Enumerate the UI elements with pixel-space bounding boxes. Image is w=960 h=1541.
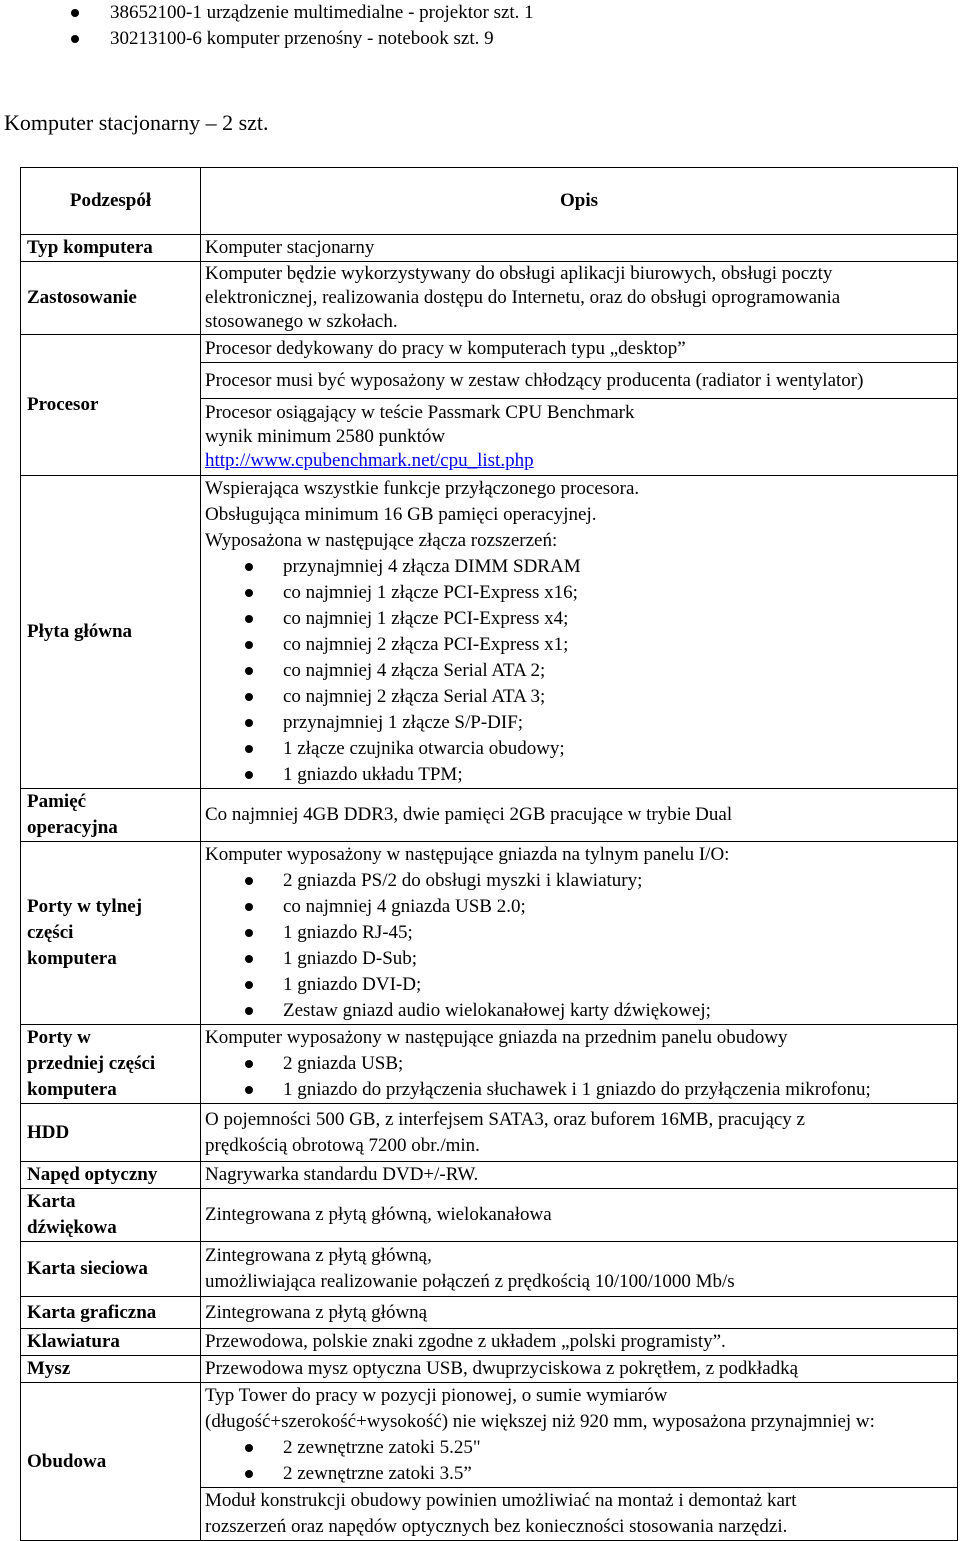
table-row: [21, 335, 958, 476]
row-value: [201, 842, 958, 1025]
row-label: [21, 842, 201, 1025]
row-value: Zintegrowana z płytą główną, wielokanałowa: [201, 1189, 958, 1242]
list-item: co najmniej 4 gniazda USB 2.0;: [205, 894, 953, 920]
row-label: HDD: [21, 1104, 201, 1162]
row-label: Procesor: [21, 335, 201, 476]
table-row: [21, 1162, 958, 1189]
text-line: O pojemności 500 GB, z interfejsem SATA3, oraz buforem 16MB, pracujący z: [205, 1108, 805, 1130]
table-row: [21, 235, 958, 262]
row-value: Przewodowa mysz optyczna USB, dwuprzyciskowa z pokrętłem, z podkładką: [201, 1356, 958, 1383]
text-line: Moduł konstrukcji obudowy powinien umożliwiać na montaż i demontaż kart: [205, 1490, 797, 1511]
list-item: 1 gniazdo do przyłączenia słuchawek i 1 gniazdo do przyłączenia mikrofonu;: [205, 1077, 953, 1103]
row-label: Napęd optyczny: [21, 1162, 201, 1189]
label-line: dźwiękowa: [27, 1217, 117, 1238]
section-title: Komputer stacjonarny – 2 szt.: [4, 110, 269, 135]
table-row: [21, 1329, 958, 1356]
cpv-list: [0, 0, 960, 52]
text-line: Typ Tower do pracy w pozycji pionowej, o sumie wymiarów: [205, 1385, 668, 1406]
port-list: [205, 1051, 953, 1103]
text-line: Zintegrowana z płytą główną,: [205, 1245, 432, 1266]
list-item: 30213100-6 komputer przenośny - notebook szt. 9: [0, 26, 960, 52]
row-label: Płyta główna: [21, 476, 201, 789]
text-line: umożliwiająca realizowanie połączeń z prędkością 10/100/1000 Mb/s: [205, 1271, 735, 1292]
row-label: Zastosowanie: [21, 262, 201, 335]
list-item: 1 złącze czujnika otwarcia obudowy;: [205, 736, 953, 762]
row-label: Obudowa: [21, 1383, 201, 1541]
text-line: Wyposażona w następujące złącza rozszerzeń:: [205, 530, 558, 551]
list-item: co najmniej 2 złącza Serial ATA 3;: [205, 684, 953, 710]
table-row: [21, 1242, 958, 1297]
slot-list: [205, 554, 953, 788]
text-line: prędkością obrotową 7200 obr./min.: [205, 1134, 480, 1156]
table-row: [21, 1383, 958, 1541]
list-item: co najmniej 2 złącza PCI-Express x1;: [205, 632, 953, 658]
row-label: Karta sieciowa: [21, 1242, 201, 1297]
list-item: 2 zewnętrzne zatoki 3.5”: [205, 1461, 953, 1487]
table-row: [21, 476, 958, 789]
label-line: Pamięć: [27, 791, 87, 812]
row-label: Karta graficzna: [21, 1297, 201, 1329]
table-row: [21, 1189, 958, 1242]
bay-list: [205, 1435, 953, 1487]
label-line: Porty w tylnej: [27, 896, 143, 917]
text-line: stosowanego w szkołach.: [205, 311, 398, 332]
text-line: Komputer wyposażony w następujące gniazda na przednim panelu obudowy: [205, 1027, 788, 1048]
intro-section: [0, 0, 960, 52]
label-line: operacyjna: [27, 817, 118, 838]
row-value: [201, 262, 958, 335]
spec-table: [20, 167, 958, 1541]
row-label: [21, 789, 201, 842]
text-line: Komputer będzie wykorzystywany do obsługi aplikacji biurowych, obsługi poczty: [205, 263, 833, 284]
row-value: Zintegrowana z płytą główną: [201, 1297, 958, 1329]
table-row: [21, 1025, 958, 1104]
row-label: Klawiatura: [21, 1329, 201, 1356]
label-line: komputera: [27, 1079, 117, 1100]
text-line: Wspierająca wszystkie funkcje przyłączonego procesora.: [205, 478, 640, 499]
list-item: 1 gniazdo układu TPM;: [205, 762, 953, 788]
label-line: Porty w: [27, 1027, 91, 1048]
label-line: części: [27, 922, 74, 943]
label-line: przedniej części: [27, 1053, 156, 1074]
list-item: 1 gniazdo DVI-D;: [205, 972, 953, 998]
row-value: [201, 1104, 958, 1162]
table-row: [21, 262, 958, 335]
list-item: 1 gniazdo D-Sub;: [205, 946, 953, 972]
case-block: [201, 1488, 957, 1540]
list-item: 2 gniazda PS/2 do obsługi myszki i klawiatury;: [205, 868, 953, 894]
list-item: 38652100-1 urządzenie multimedialne - projektor szt. 1: [0, 0, 960, 26]
row-label: Mysz: [21, 1356, 201, 1383]
row-value: Przewodowa, polskie znaki zgodne z układem „polski programisty”.: [201, 1329, 958, 1356]
text-line: Procesor musi być wyposażony w zestaw chłodzący producenta (radiator i wentylator): [201, 363, 957, 399]
list-item: co najmniej 1 złącze PCI-Express x4;: [205, 606, 953, 632]
row-value: [201, 335, 958, 476]
benchmark-link[interactable]: http://www.cpubenchmark.net/cpu_list.php: [205, 450, 534, 471]
table-header-row: [21, 168, 958, 235]
row-value: [201, 476, 958, 789]
text-line: wynik minimum 2580 punktów: [205, 426, 446, 447]
text-line: Komputer wyposażony w następujące gniazda na tylnym panelu I/O:: [205, 844, 730, 865]
row-value: [201, 1383, 958, 1541]
row-label: [21, 1025, 201, 1104]
text-line: elektronicznej, realizowania dostępu do Internetu, oraz do obsługi oprogramowania: [205, 287, 841, 308]
text-line: Procesor dedykowany do pracy w komputerach typu „desktop”: [201, 335, 957, 363]
list-item: Zestaw gniazd audio wielokanałowej karty dźwiękowej;: [205, 998, 953, 1024]
table-row: [21, 842, 958, 1025]
port-list: [205, 868, 953, 1024]
list-item: przynajmniej 1 złącze S/P-DIF;: [205, 710, 953, 736]
list-item: co najmniej 4 złącza Serial ATA 2;: [205, 658, 953, 684]
table-row: [21, 1104, 958, 1162]
list-item: 2 zewnętrzne zatoki 5.25": [205, 1435, 953, 1461]
benchmark-block: [201, 399, 957, 475]
row-value: Komputer stacjonarny: [201, 235, 958, 262]
row-value: [201, 1025, 958, 1104]
table-row: [21, 789, 958, 842]
text-line: Procesor osiągający w teście Passmark CPU Benchmark: [205, 402, 635, 423]
case-block: [201, 1383, 957, 1488]
text-line: (długość+szerokość+wysokość) nie większej niż 920 mm, wyposażona przynajmniej w:: [205, 1411, 875, 1432]
header-component: Podzespół: [21, 168, 201, 235]
list-item: 2 gniazda USB;: [205, 1051, 953, 1077]
text-line: rozszerzeń oraz napędów optycznych bez konieczności stosowania narzędzi.: [205, 1516, 788, 1537]
list-item: co najmniej 1 złącze PCI-Express x16;: [205, 580, 953, 606]
table-row: [21, 1356, 958, 1383]
header-description: Opis: [201, 168, 958, 235]
list-item: przynajmniej 4 złącza DIMM SDRAM: [205, 554, 953, 580]
text-line: Obsługująca minimum 16 GB pamięci operacyjnej.: [205, 504, 597, 525]
row-label: Typ komputera: [21, 235, 201, 262]
list-item: 1 gniazdo RJ-45;: [205, 920, 953, 946]
row-label: [21, 1189, 201, 1242]
row-value: Nagrywarka standardu DVD+/-RW.: [201, 1162, 958, 1189]
label-line: Karta: [27, 1191, 76, 1212]
row-value: [201, 1242, 958, 1297]
label-line: komputera: [27, 948, 117, 969]
table-row: [21, 1297, 958, 1329]
row-value: Co najmniej 4GB DDR3, dwie pamięci 2GB pracujące w trybie Dual: [201, 789, 958, 842]
